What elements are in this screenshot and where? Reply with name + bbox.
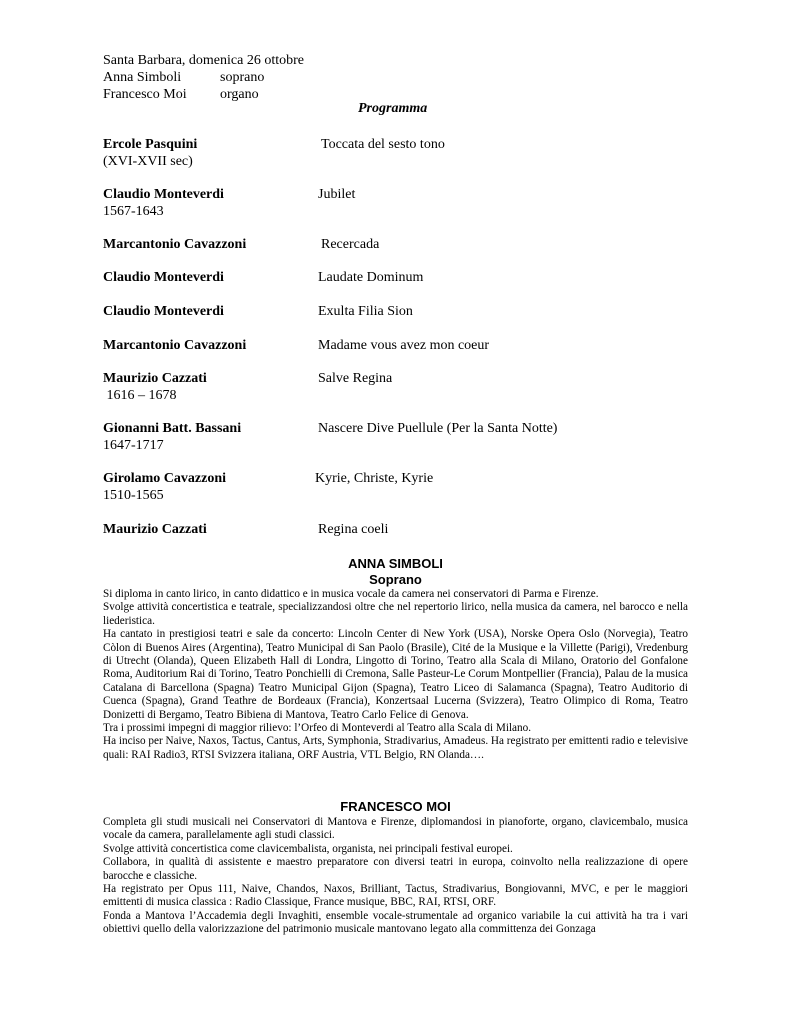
composer-dates: 1647-1717 <box>103 438 164 453</box>
piece-title: Nascere Dive Puellule (Per la Santa Notte) <box>318 421 558 436</box>
piece-title: Regina coeli <box>318 522 389 537</box>
bio-paragraph: Fonda a Mantova l’Accademia degli Invaghiti, ensemble vocale-strumentale ad organico variabile la cui attività ha tra i vari obiettivi quello della valorizzazione del patrimonio musicale mantovano legato alla committenza dei Gonzaga <box>103 909 688 936</box>
program-entry <box>103 521 389 538</box>
performer-role: soprano <box>220 70 265 85</box>
program-entry <box>103 269 424 286</box>
bio-paragraph: Completa gli studi musicali nei Conservatori di Mantova e Firenze, diplomandosi in pianoforte, organo, clavicembalo, musica vocale da camera, parallelamente agli studi classici. <box>103 816 688 842</box>
performer-line <box>103 86 259 103</box>
composer-name: Girolamo Cavazzoni <box>103 471 227 486</box>
performer-name: Francesco Moi <box>103 87 187 102</box>
composer-name: Gionanni Batt. Bassani <box>103 421 242 436</box>
piece-title: Kyrie, Christe, Kyrie <box>315 471 434 486</box>
piece-title: Laudate Dominum <box>318 270 424 285</box>
program-entry <box>103 236 380 253</box>
bio-paragraph: Ha inciso per Naive, Naxos, Tactus, Cantus, Arts, Symphonia, Stradivarius, Amadeus. Ha registrato per emittenti radio e televisive quali: RAI Radio3, RTSI Svizzera italiana, ORF Austria, VTL Belgio, RN Olanda…. <box>103 735 688 761</box>
bio-text-anna <box>103 588 688 762</box>
bio-paragraph: Si diploma in canto lirico, in canto didattico e in musica vocale da camera nei conservatori di Parma e Firenze. <box>103 588 599 600</box>
piece-title: Jubilet <box>318 187 356 202</box>
program-entry <box>103 470 434 504</box>
program-entry <box>103 186 356 220</box>
composer-name: Marcantonio Cavazzoni <box>103 237 247 252</box>
bio-paragraph: Tra i prossimi impegni di maggior rilievo: l’Orfeo di Monteverdi al Teatro alla Scala di Milano. <box>103 722 531 735</box>
program-entry <box>103 370 393 404</box>
performer-line <box>103 69 265 86</box>
piece-title: Salve Regina <box>318 371 393 386</box>
composer-name: Ercole Pasquini <box>103 137 198 152</box>
bio-subheading: Soprano <box>369 572 422 587</box>
program-entry <box>103 420 558 454</box>
bio-paragraph: Ha registrato per Opus 111, Naive, Chandos, Naxos, Brilliant, Tactus, Stradivarius, Bongiovanni, MVC, e per le maggiori emittenti di musica classica : Radio Classique, France musique, BBC, RAI, RTSI, ORF. <box>103 883 688 909</box>
program-entry <box>103 136 445 170</box>
composer-dates: 1616 – 1678 <box>103 388 177 403</box>
program-entry <box>103 303 413 320</box>
piece-title: Exulta Filia Sion <box>318 304 413 319</box>
bio-text-francesco <box>103 816 688 937</box>
composer-dates: 1510-1565 <box>103 488 164 503</box>
bio-paragraph: Ha cantato in prestigiosi teatri e sale da concerto: Lincoln Center di New York (USA), Norske Opera Oslo (Norvegia), Teatro Còlon di Buenos Aires (Argentina), Teatro Municipal di San Paolo (Brasile), Cité de la Musique e la Villette (Parigi), Vredenburg di Utrecht (Olanda), Queen Elizabeth Hall di Londra, Lingotto di Torino, Teatro alla Scala di Milano, Oratorio del Gonfalone Roma, Auditorium Rai di Torino, Teatro Ponchielli di Cremona, Salle Pasteur-Le Corum Montpellier (Francia), Palau de la musica Catalana di Barcellona (Spagna) Teatro Municipal Gijon (Spagna), Teatro Liceo di Salamanca (Spagna), Teatro Auditorio di Cuenca (Spagna), Grand Teathre de Bordeaux (Francia), Konzertsaal Lucerna (Svizzera), Teatro Olimpico di Roma, Teatro Donizetti di Bergamo, Teatro Bibiena di Mantova, Teatro Carlo Felice di Genova. <box>103 628 688 721</box>
bio-heading: ANNA SIMBOLI <box>348 556 443 571</box>
bio-paragraph: Svolge attività concertistica e teatrale, specializzandosi oltre che nel repertorio lirico, nella musica da camera, nel barocco e nella liederistica. <box>103 601 688 627</box>
programma-title-text: Programma <box>358 101 428 116</box>
place-date: Santa Barbara, domenica 26 ottobre <box>103 53 304 68</box>
bio-paragraph: Svolge attività concertistica come clavicembalista, organista, nei principali festival europei. <box>103 842 513 855</box>
performer-role: organo <box>220 87 259 102</box>
composer-name: Marcantonio Cavazzoni <box>103 338 247 353</box>
composer-name: Claudio Monteverdi <box>103 187 224 202</box>
composer-dates: (XVI-XVII sec) <box>103 154 193 169</box>
composer-name: Maurizio Cazzati <box>103 522 207 537</box>
bio-paragraph: Collabora, in qualità di assistente e maestro preparatore con diversi teatri in europa, coinvolto nella realizzazione di opere barocche e classiche. <box>103 856 688 882</box>
piece-title: Madame vous avez mon coeur <box>318 338 490 353</box>
performer-name: Anna Simboli <box>103 70 182 85</box>
composer-dates: 1567-1643 <box>103 204 164 219</box>
piece-title: Recercada <box>321 237 380 252</box>
program-entry <box>103 337 490 354</box>
composer-name: Claudio Monteverdi <box>103 304 224 319</box>
bio-heading: FRANCESCO MOI <box>340 799 451 814</box>
composer-name: Claudio Monteverdi <box>103 270 224 285</box>
piece-title: Toccata del sesto tono <box>321 137 445 152</box>
composer-name: Maurizio Cazzati <box>103 371 207 386</box>
